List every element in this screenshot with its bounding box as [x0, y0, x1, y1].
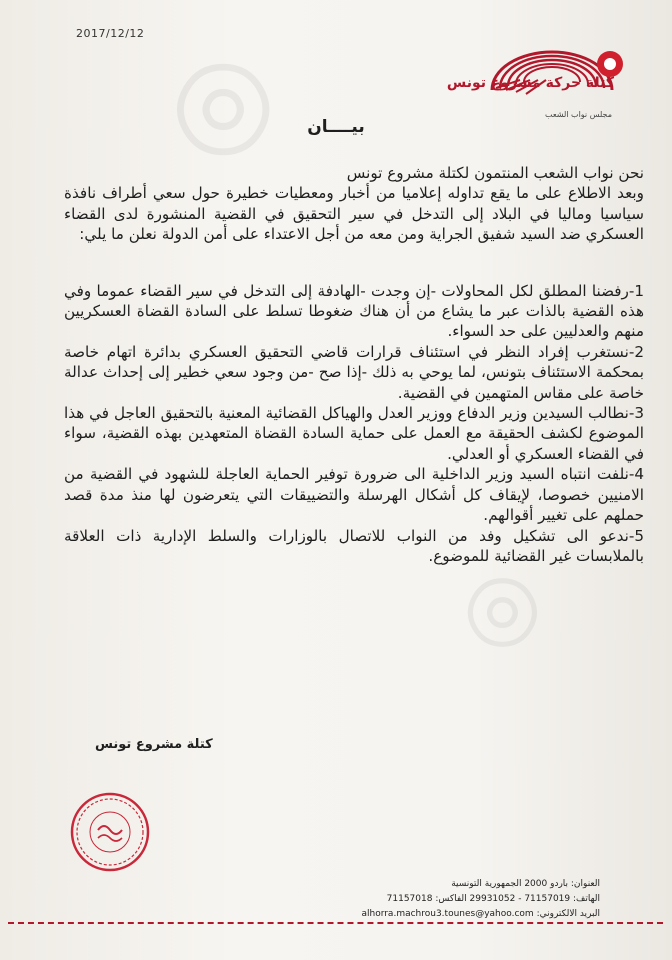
logo-subtitle: مجلس نواب الشعب	[544, 110, 612, 119]
demand-item: 3-نطالب السيدين وزير الدفاع ووزير العدل والهياكل القضائية المعنية بالتحقيق العاجل في هذا الموضوع لكشف الحقيقة مع العمل على حماية السادة القضاة المتعهدين بهذه القضية، سواء في القضاء العسكري أو العدلي.	[64, 404, 644, 463]
footer-divider	[8, 922, 663, 924]
signature-block: كتلة مشروع تونس	[95, 737, 213, 752]
logo-party-name: كتلة حركة مشروع تونس	[446, 75, 614, 91]
footer-address: العنوان: باردو 2000 الجمهورية التونسية	[451, 879, 600, 889]
demands-list	[64, 281, 644, 567]
document-date: 2017/12/12	[76, 27, 145, 40]
demand-item: 4-نلفت انتباه السيد وزير الداخلية الى ضرورة توفير الحماية العاجلة للشهود في القضية من الامنيين خصوصا، لإيقاف كل أشكال الهرسلة والتضييقات التي يتعرضون لها منذ مدة قصد حملهم على تغيير أقوالهم.	[64, 465, 644, 525]
statement-title: بيــــان	[307, 117, 365, 137]
intro-section	[64, 163, 644, 245]
official-stamp	[68, 790, 152, 874]
footer-email: البريد الالكتروني: alhorra.machrou3.tounes@yahoo.com	[361, 909, 600, 919]
demand-item: 1-رفضنا المطلق لكل المحاولات -إن وجدت -الهادفة إلى التدخل في سير القضاء عموما وفي هذه القضية بالذات عبر ما يشاع من أن هناك ضغوطا تسلط على السادة القضاة العسكريين منهم والعدليين على حد السواء.	[64, 281, 644, 341]
footer-phone-fax: الهاتف: 71157019 - 29931052 الفاكس: 71157018	[386, 894, 600, 904]
demand-item: 2-نستغرب إفراد النظر في استئناف قرارات قاضي التحقيق العسكري بدائرة اتهام خاصة بمحكمة الاستئناف بتونس، لما يوحي به ذلك -إذا صح -من وجود سعي خطير إلى إحداث عدالة خاصة على مقاس المتهمين في القضية.	[64, 342, 644, 402]
intro-line: نحن نواب الشعب المنتمون لكتلة مشروع تونس	[346, 164, 644, 182]
statement-body	[64, 163, 644, 566]
intro-paragraph: وبعد الاطلاع على ما يقع تداوله إعلاميا من أخبار ومعطيات خطيرة حول سعي أطراف نافذة سياسيا وماليا في البلاد إلى التدخل في سير التحقيق في القضية المنشورة لدى القضاء العسكري ضد السيد شفيق الجراية ومن معه من أجل الاعتداء على أمن الدولة نعلن ما يلي:	[64, 184, 644, 244]
background-watermark: ◎	[162, 57, 302, 162]
background-watermark: ◎	[456, 573, 562, 652]
demand-item: 5-ندعو الى تشكيل وفد من النواب للاتصال بالوزارات والسلط الإدارية ذات العلاقة بالملابسات غير القضائية للموضوع.	[64, 526, 644, 565]
